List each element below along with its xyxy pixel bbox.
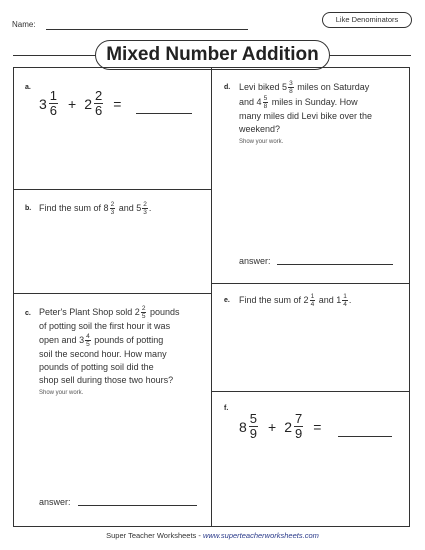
whole-number: 2: [284, 418, 293, 435]
whole-number: 4: [256, 96, 262, 107]
whole-number: 8: [239, 418, 247, 435]
show-work-label-d: Show your work.: [239, 139, 284, 145]
numerator: 1: [343, 293, 347, 300]
whole-number: 5: [136, 202, 142, 213]
problem-c-letter: c.: [25, 310, 31, 317]
numerator: 5: [263, 95, 268, 102]
problem-line: weekend?: [239, 124, 281, 134]
whole-number: 2: [303, 294, 309, 305]
text-segment: Peter's Plant Shop sold: [39, 306, 133, 317]
fraction: [288, 80, 294, 95]
text-segment: open and: [39, 334, 77, 345]
problem-d-text: [239, 80, 407, 136]
whole-number: 2: [84, 95, 93, 112]
denominator: 9: [249, 426, 258, 441]
name-field[interactable]: [46, 29, 248, 30]
column-divider: [211, 67, 212, 527]
connector-text: and: [318, 294, 334, 305]
footer-link[interactable]: www.superteacherworksheets.com: [202, 531, 319, 540]
answer-blank-a[interactable]: [136, 113, 192, 114]
problem-f-letter: f.: [224, 405, 229, 412]
numerator: 5: [249, 411, 258, 426]
denominator: 6: [95, 103, 103, 118]
denominator: 8: [289, 88, 293, 95]
problem-f-expression: [239, 412, 329, 441]
denominator: 3: [143, 209, 147, 216]
problem-line: many miles did Levi bike over the: [239, 111, 373, 121]
problem-line: [39, 305, 209, 320]
text-segment: miles on Saturday: [297, 81, 370, 92]
problem-line: [239, 80, 407, 95]
denominator: 8: [263, 103, 268, 110]
numerator: 2: [141, 305, 146, 312]
show-work-label-c: Show your work.: [39, 390, 84, 396]
fraction: [94, 89, 103, 118]
numerator: 2: [110, 201, 115, 208]
numerator: 1: [310, 293, 315, 300]
numerator: 2: [95, 88, 103, 103]
answer-label-c: answer:: [39, 497, 71, 507]
whole-number: 3: [39, 95, 47, 112]
prompt-text: Find the sum of: [239, 294, 302, 305]
name-label: Name:: [12, 20, 36, 29]
period: .: [348, 294, 352, 305]
problem-b-text: [39, 201, 151, 216]
problem-line: [39, 333, 209, 348]
connector-text: and: [118, 202, 134, 213]
whole-number: 8: [103, 202, 109, 213]
fraction: [249, 412, 258, 441]
right-divider-1: [211, 283, 410, 284]
equals-sign: =: [113, 95, 122, 112]
text-segment: and: [239, 96, 255, 107]
numerator: 1: [49, 88, 58, 103]
denominator: 3: [110, 209, 115, 216]
footer: [0, 531, 425, 540]
problem-line: soil the second hour. How many: [39, 349, 167, 359]
whole-number: 1: [336, 294, 342, 305]
denominator: 6: [49, 103, 58, 118]
denominator: 5: [86, 341, 90, 348]
difficulty-badge: Like Denominators: [322, 12, 412, 28]
problem-line: [239, 95, 407, 110]
problem-line: shop sell during those two hours?: [39, 375, 174, 385]
fraction: [294, 412, 303, 441]
fraction: [310, 293, 316, 308]
denominator: 5: [141, 313, 146, 320]
numerator: 3: [289, 80, 293, 87]
fraction: [85, 333, 91, 348]
answer-blank-f[interactable]: [338, 436, 392, 437]
prompt-text: Find the sum of: [39, 202, 102, 213]
numerator: 7: [295, 411, 303, 426]
period: .: [148, 202, 152, 213]
footer-brand: Super Teacher Worksheets -: [106, 531, 203, 540]
whole-number: 2: [134, 306, 140, 317]
numerator: 4: [86, 333, 90, 340]
problem-line: of potting soil the first hour it was: [39, 321, 171, 331]
problem-e-letter: e.: [224, 297, 230, 304]
right-divider-2: [211, 391, 410, 392]
problem-b-letter: b.: [25, 205, 32, 212]
denominator: 9: [295, 426, 303, 441]
fraction: [110, 201, 116, 216]
equals-sign: =: [313, 418, 322, 435]
left-divider-2: [13, 293, 211, 294]
numerator: 2: [143, 201, 147, 208]
answer-blank-c[interactable]: [78, 505, 197, 506]
problem-line: pounds of potting soil did the: [39, 362, 154, 372]
problem-d-letter: d.: [224, 84, 231, 91]
denominator: 4: [343, 301, 347, 308]
fraction: [141, 305, 147, 320]
page-title: Mixed Number Addition: [95, 40, 330, 70]
fraction: [142, 201, 148, 216]
text-segment: pounds of potting: [94, 334, 164, 345]
whole-number: 5: [282, 81, 288, 92]
problem-c-text: [39, 305, 209, 387]
text-segment: pounds: [149, 306, 180, 317]
text-segment: Levi biked: [239, 81, 280, 92]
fraction: [263, 95, 269, 110]
text-segment: miles in Sunday. How: [271, 96, 358, 107]
denominator: 4: [310, 301, 315, 308]
fraction: [342, 293, 348, 308]
plus-sign: +: [268, 418, 277, 435]
fraction: [49, 89, 58, 118]
answer-blank-d[interactable]: [277, 264, 393, 265]
plus-sign: +: [68, 95, 77, 112]
problem-a-letter: a.: [25, 84, 31, 91]
problem-e-text: [239, 293, 351, 308]
whole-number: 3: [79, 334, 85, 345]
left-divider-1: [13, 189, 211, 190]
answer-label-d: answer:: [239, 256, 271, 266]
problem-a-expression: [39, 89, 129, 118]
